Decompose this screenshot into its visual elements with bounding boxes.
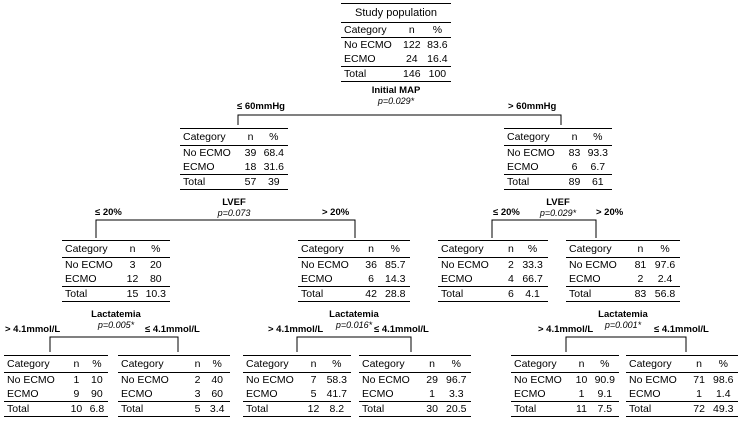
- split-p-value: p=0.016*: [335, 320, 373, 330]
- no-ecmo-pct: 96.7: [442, 373, 471, 388]
- row-ecmo-label: ECMO: [569, 273, 601, 285]
- no-ecmo-pct: 83.6: [424, 38, 451, 53]
- no-ecmo-pct: 40: [204, 373, 230, 388]
- no-ecmo-pct: 97.6: [650, 258, 680, 273]
- col-pct: %: [442, 356, 471, 373]
- no-ecmo-pct: 68.4: [260, 146, 288, 161]
- row-total-label: Total: [341, 67, 400, 82]
- col-category: Category: [566, 241, 631, 258]
- no-ecmo-n: 122: [400, 38, 424, 53]
- split-variable: Lactatemia: [329, 309, 379, 320]
- total-pct: 61: [584, 175, 612, 190]
- ecmo-n: 1: [578, 388, 585, 400]
- total-pct: 28.8: [381, 287, 410, 302]
- total-pct: 6.8: [86, 402, 108, 417]
- col-category: Category: [359, 356, 423, 373]
- total-pct: 8.2: [323, 402, 351, 417]
- edge-label-lvef-right-low: ≤ 20%: [493, 207, 520, 218]
- total-pct: 100: [424, 67, 451, 82]
- total-pct: 39: [260, 175, 288, 190]
- row-total-label: Total: [4, 402, 67, 417]
- row-ecmo-label: ECMO: [183, 161, 215, 173]
- ecmo-pct: 90: [91, 388, 103, 400]
- row-no-ecmo-label: No ECMO: [243, 373, 304, 388]
- row-ecmo-label: ECMO: [65, 273, 97, 285]
- col-category: Category: [4, 356, 67, 373]
- no-ecmo-n: 10: [572, 373, 590, 388]
- node-table: [504, 128, 612, 190]
- col-pct: %: [517, 241, 548, 258]
- node-table: [62, 240, 170, 302]
- split-initial-map: [341, 86, 451, 106]
- ecmo-n: 6: [571, 161, 578, 173]
- col-pct: %: [584, 129, 612, 146]
- split-lvef-left: [180, 198, 288, 218]
- col-n: n: [67, 356, 86, 373]
- row-no-ecmo-label: No ECMO: [504, 146, 565, 161]
- col-pct: %: [381, 241, 410, 258]
- node-lvef-left-low: [62, 240, 170, 302]
- row-no-ecmo-label: No ECMO: [62, 258, 123, 273]
- no-ecmo-n: 71: [690, 373, 709, 388]
- ecmo-pct: 41.7: [326, 388, 348, 400]
- ecmo-pct: 14.3: [385, 273, 406, 285]
- total-n: 5: [191, 402, 205, 417]
- total-n: 83: [631, 287, 650, 302]
- ecmo-pct: 31.6: [263, 161, 285, 173]
- split-p-value: p=0.073: [217, 208, 251, 218]
- no-ecmo-pct: 93.3: [584, 146, 612, 161]
- node-leaf-l3d: [359, 355, 471, 417]
- col-category: Category: [438, 241, 505, 258]
- row-no-ecmo-label: No ECMO: [4, 373, 67, 388]
- node-table: [341, 23, 451, 82]
- col-category: Category: [243, 356, 304, 373]
- edge-label-lvef-left-high: > 20%: [322, 207, 350, 218]
- total-n: 72: [690, 402, 709, 417]
- total-n: 15: [123, 287, 141, 302]
- no-ecmo-n: 2: [191, 373, 205, 388]
- row-total-label: Total: [180, 175, 241, 190]
- total-n: 10: [67, 402, 86, 417]
- edge-label-lactatemia-b-low: ≤ 4.1mmol/L: [374, 324, 429, 335]
- edge-label-map-right: > 60mmHg: [508, 101, 557, 112]
- node-table: [359, 355, 471, 417]
- node-map-low: [180, 128, 288, 190]
- ecmo-pct: 6.7: [590, 161, 606, 173]
- ecmo-n: 24: [405, 53, 418, 65]
- node-table: [243, 355, 351, 417]
- node-table: [626, 355, 738, 417]
- ecmo-n: 9: [73, 388, 80, 400]
- no-ecmo-pct: 85.7: [381, 258, 410, 273]
- connector-lvef-right: [492, 220, 596, 238]
- row-no-ecmo-label: No ECMO: [118, 373, 191, 388]
- split-variable: Lactatemia: [91, 309, 141, 320]
- no-ecmo-n: 81: [631, 258, 650, 273]
- no-ecmo-n: 83: [565, 146, 583, 161]
- connector-lvef-left: [96, 220, 355, 238]
- total-pct: 7.5: [591, 402, 619, 417]
- col-pct: %: [709, 356, 738, 373]
- row-no-ecmo-label: No ECMO: [566, 258, 631, 273]
- node-title: Study population: [341, 3, 451, 23]
- node-table: [180, 128, 288, 190]
- col-pct: %: [260, 129, 288, 146]
- edge-label-map-left: ≤ 60mmHg: [237, 101, 285, 112]
- ecmo-pct: 80: [149, 273, 162, 285]
- col-n: n: [123, 241, 141, 258]
- col-pct: %: [204, 356, 230, 373]
- no-ecmo-pct: 58.3: [323, 373, 351, 388]
- row-no-ecmo-label: No ECMO: [298, 258, 362, 273]
- col-pct: %: [591, 356, 619, 373]
- col-category: Category: [62, 241, 123, 258]
- row-ecmo-label: ECMO: [344, 53, 376, 65]
- row-total-label: Total: [438, 287, 505, 302]
- node-table: [4, 355, 108, 417]
- total-pct: 56.8: [650, 287, 680, 302]
- ecmo-n: 2: [637, 273, 644, 285]
- node-table: [566, 240, 680, 302]
- col-category: Category: [626, 356, 690, 373]
- node-lvef-left-high: [298, 240, 410, 302]
- row-total-label: Total: [243, 402, 304, 417]
- row-ecmo-label: ECMO: [301, 273, 333, 285]
- col-category: Category: [298, 241, 362, 258]
- no-ecmo-pct: 90.9: [591, 373, 619, 388]
- split-p-value: p=0.029*: [539, 208, 577, 218]
- total-pct: 10.3: [142, 287, 170, 302]
- node-map-high: [504, 128, 612, 190]
- node-leaf-r3a: [511, 355, 619, 417]
- split-variable: LVEF: [222, 197, 246, 208]
- node-lvef-right-high: [566, 240, 680, 302]
- connector-lactatemia-c: [566, 337, 686, 352]
- row-total-label: Total: [566, 287, 631, 302]
- total-n: 89: [565, 175, 583, 190]
- row-total-label: Total: [62, 287, 123, 302]
- total-pct: 20.5: [442, 402, 471, 417]
- no-ecmo-pct: 20: [142, 258, 170, 273]
- ecmo-pct: 66.7: [522, 273, 543, 285]
- row-ecmo-label: ECMO: [629, 388, 661, 400]
- no-ecmo-n: 7: [304, 373, 322, 388]
- split-variable: Lactatemia: [598, 309, 648, 320]
- no-ecmo-n: 1: [67, 373, 86, 388]
- col-category: Category: [118, 356, 191, 373]
- ecmo-pct: 1.4: [715, 388, 731, 400]
- node-table: [438, 240, 548, 302]
- col-category: Category: [504, 129, 565, 146]
- total-n: 30: [423, 402, 442, 417]
- col-n: n: [572, 356, 590, 373]
- node-lvef-right-low: [438, 240, 548, 302]
- col-category: Category: [344, 24, 387, 36]
- edge-label-lactatemia-c-low: ≤ 4.1mmol/L: [654, 324, 709, 335]
- edge-label-lactatemia-a-low: ≤ 4.1mmol/L: [145, 324, 200, 335]
- edge-label-lactatemia-b-high: > 4.1mmol/L: [268, 324, 324, 335]
- row-no-ecmo-label: No ECMO: [438, 258, 505, 273]
- col-pct: %: [86, 356, 108, 373]
- row-total-label: Total: [511, 402, 572, 417]
- row-ecmo-label: ECMO: [121, 388, 153, 400]
- connector-lactatemia-a: [50, 337, 178, 352]
- row-ecmo-label: ECMO: [441, 273, 473, 285]
- total-pct: 49.3: [709, 402, 738, 417]
- col-n: n: [423, 356, 442, 373]
- ecmo-pct: 16.4: [427, 53, 448, 65]
- no-ecmo-n: 39: [241, 146, 259, 161]
- col-n: n: [565, 129, 583, 146]
- split-p-value: p=0.005*: [97, 320, 135, 330]
- node-leaf-l3b: [118, 355, 230, 417]
- col-n: n: [241, 129, 259, 146]
- edge-label-lvef-left-low: ≤ 20%: [95, 207, 122, 218]
- total-pct: 4.1: [517, 287, 548, 302]
- connector-map: [238, 115, 561, 125]
- ecmo-n: 1: [429, 388, 436, 400]
- col-n: n: [505, 241, 517, 258]
- no-ecmo-pct: 10: [86, 373, 108, 388]
- ecmo-pct: 60: [211, 388, 224, 400]
- no-ecmo-pct: 98.6: [709, 373, 738, 388]
- col-n: n: [408, 24, 415, 36]
- row-ecmo-label: ECMO: [362, 388, 394, 400]
- col-pct: %: [650, 241, 680, 258]
- ecmo-n: 6: [368, 273, 375, 285]
- ecmo-n: 1: [696, 388, 703, 400]
- row-total-label: Total: [626, 402, 690, 417]
- connector-lactatemia-b: [297, 337, 411, 352]
- col-n: n: [631, 241, 650, 258]
- ecmo-n: 12: [126, 273, 139, 285]
- row-total-label: Total: [118, 402, 191, 417]
- row-ecmo-label: ECMO: [246, 388, 278, 400]
- row-ecmo-label: ECMO: [514, 388, 546, 400]
- row-no-ecmo-label: No ECMO: [359, 373, 423, 388]
- total-n: 6: [505, 287, 517, 302]
- row-no-ecmo-label: No ECMO: [180, 146, 241, 161]
- ecmo-pct: 9.1: [597, 388, 613, 400]
- no-ecmo-n: 36: [362, 258, 381, 273]
- col-n: n: [191, 356, 205, 373]
- node-table: [118, 355, 230, 417]
- split-p-value: p=0.029*: [377, 96, 415, 106]
- node-leaf-l3a: [4, 355, 108, 417]
- node-table: [511, 355, 619, 417]
- node-study-population: [341, 3, 451, 82]
- ecmo-n: 3: [194, 388, 201, 400]
- ecmo-n: 4: [507, 273, 514, 285]
- row-ecmo-label: ECMO: [7, 388, 39, 400]
- total-n: 11: [572, 402, 590, 417]
- total-pct: 3.4: [204, 402, 230, 417]
- split-p-value: p=0.001*: [604, 320, 642, 330]
- ecmo-n: 18: [244, 161, 257, 173]
- node-leaf-r3b: [626, 355, 738, 417]
- row-total-label: Total: [359, 402, 423, 417]
- col-pct: %: [432, 24, 443, 36]
- col-n: n: [304, 356, 322, 373]
- col-category: Category: [511, 356, 572, 373]
- col-category: Category: [180, 129, 241, 146]
- no-ecmo-n: 2: [505, 258, 517, 273]
- edge-label-lactatemia-c-high: > 4.1mmol/L: [538, 324, 594, 335]
- total-n: 42: [362, 287, 381, 302]
- col-pct: %: [142, 241, 170, 258]
- ecmo-pct: 3.3: [448, 388, 464, 400]
- col-pct: %: [323, 356, 351, 373]
- ecmo-n: 5: [310, 388, 317, 400]
- node-table: [298, 240, 410, 302]
- no-ecmo-n: 29: [423, 373, 442, 388]
- no-ecmo-pct: 33.3: [517, 258, 548, 273]
- node-leaf-l3c: [243, 355, 351, 417]
- row-total-label: Total: [298, 287, 362, 302]
- total-n: 57: [241, 175, 259, 190]
- row-no-ecmo-label: No ECMO: [341, 38, 400, 53]
- row-ecmo-label: ECMO: [507, 161, 539, 173]
- row-total-label: Total: [504, 175, 565, 190]
- edge-label-lactatemia-a-high: > 4.1mmol/L: [5, 324, 61, 335]
- total-n: 146: [400, 67, 424, 82]
- total-n: 12: [304, 402, 322, 417]
- row-no-ecmo-label: No ECMO: [626, 373, 690, 388]
- ecmo-pct: 2.4: [657, 273, 673, 285]
- col-n: n: [690, 356, 709, 373]
- no-ecmo-n: 3: [123, 258, 141, 273]
- col-n: n: [362, 241, 381, 258]
- row-no-ecmo-label: No ECMO: [511, 373, 572, 388]
- split-variable: Initial MAP: [371, 85, 421, 96]
- edge-label-lvef-right-high: > 20%: [596, 207, 624, 218]
- split-variable: LVEF: [546, 197, 570, 208]
